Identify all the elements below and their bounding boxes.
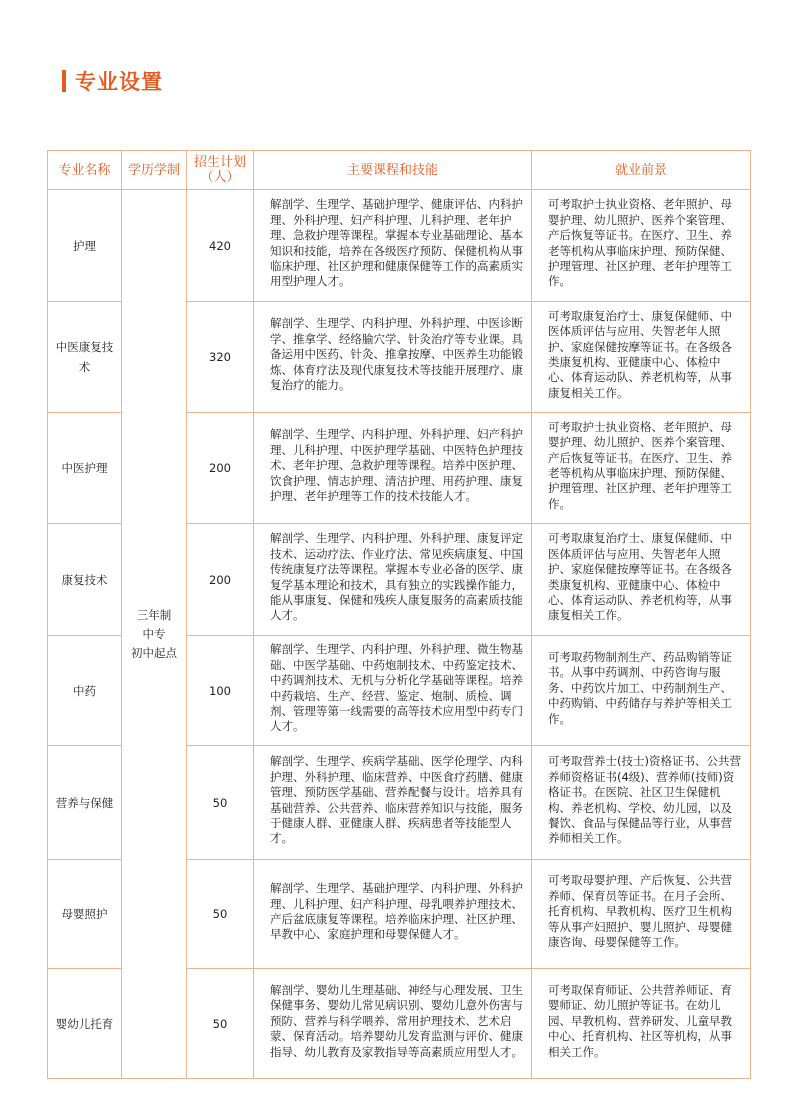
section-heading bbox=[62, 66, 163, 96]
careers-text: 可考取护士执业资格、老年照护、母婴护理、幼儿照护、医养个案管理、产后恢复等证书。在医疗、卫生、养老等机构从事临床护理、预防保健、护理管理、社区护理、老年护理等工作。 bbox=[532, 413, 751, 524]
section-title: 专业设置 bbox=[75, 70, 163, 94]
education-cell bbox=[122, 190, 187, 1079]
header-enrollment-plan: 招生计划（人） bbox=[187, 151, 254, 190]
enrollment-plan: 50 bbox=[187, 860, 254, 969]
heading-accent-bar bbox=[62, 70, 66, 92]
courses-text: 解剖学、婴幼儿生理基础、神经与心理发展、卫生保健事务、婴幼儿常见病识别、婴幼儿意外伤害与预防、营养与科学喂养、常用护理技术、艺术启蒙、保育活动。培养婴幼儿发育监测与评价、健康指导、幼儿教育及家教指导等高素质应用型人才。 bbox=[254, 969, 532, 1079]
major-name: 护理 bbox=[48, 190, 122, 302]
education-duration: 三年制 bbox=[136, 607, 172, 622]
major-name: 中药 bbox=[48, 636, 122, 746]
courses-text: 解剖学、生理学、疾病学基础、医学伦理学、内科护理、外科护理、临床营养、中医食疗药膳、健康管理、预防医学基础、营养配餐与设计。培养具有基础营养、公共营养、临床营养知识与技能，服务于健康人群、亚健康人群、疾病患者等技能型人才。 bbox=[254, 746, 532, 860]
careers-text: 可考取药物制剂生产、药品购销等证书。从事中药调剂、中药咨询与服务、中药饮片加工、中药制剂生产、中药购销、中药储存与养护等相关工作。 bbox=[532, 636, 751, 746]
courses-text: 解剖学、生理学、基础护理学、内科护理、外科护理、儿科护理、妇产科护理、母乳喂养护理技术、产后盆底康复等课程。培养临床护理、社区护理、早教中心、家庭护理和母婴保健人才。 bbox=[254, 860, 532, 969]
header-courses: 主要课程和技能 bbox=[254, 151, 532, 190]
table-header-row bbox=[48, 151, 751, 190]
major-name: 母婴照护 bbox=[48, 860, 122, 969]
header-major-name: 专业名称 bbox=[48, 151, 122, 190]
careers-text: 可考取康复治疗士、康复保健师、中医体质评估与应用、失智老年人照护、家庭保健按摩等证书。在各级各类康复机构、亚健康中心、体检中心、体育运动队、养老机构等，从事康复相关工作。 bbox=[532, 524, 751, 636]
major-name: 营养与保健 bbox=[48, 746, 122, 860]
enrollment-plan: 200 bbox=[187, 413, 254, 524]
courses-text: 解剖学、生理学、内科护理、外科护理、中医诊断学、推拿学、经络腧穴学、针灸治疗等专业课。具备运用中医药、针灸、推拿按摩、中医养生功能锻炼、体育疗法及现代康复技术等技能开展理疗、康复治疗的能力。 bbox=[254, 302, 532, 413]
education-entry: 初中起点 bbox=[131, 645, 177, 660]
major-name: 中医康复技术 bbox=[48, 302, 122, 413]
header-education: 学历学制 bbox=[122, 151, 187, 190]
careers-text: 可考取保育师证、公共营养师证、育婴师证、幼儿照护等证书。在幼儿园、早教机构、营养研发、儿童早教中心、托育机构、社区等机构，从事相关工作。 bbox=[532, 969, 751, 1079]
enrollment-plan: 50 bbox=[187, 746, 254, 860]
major-name: 婴幼儿托育 bbox=[48, 969, 122, 1079]
courses-text: 解剖学、生理学、基础护理学、健康评估、内科护理、外科护理、妇产科护理、儿科护理、老年护理、急救护理等课程。掌握本专业基础理论、基本知识和技能，培养在各级医疗预防、保健机构从事临床护理、社区护理和健康保健等工作的高素质实用型护理人才。 bbox=[254, 190, 532, 302]
careers-text: 可考取营养士(技士)资格证书、公共营养师资格证书(4级)、营养师(技师)资格证书。在医院、社区卫生保健机构、养老机构、学校、幼儿园，以及餐饮、食品与保健品等行业，从事营养师相关工作。 bbox=[532, 746, 751, 860]
enrollment-plan: 50 bbox=[187, 969, 254, 1079]
enrollment-plan: 100 bbox=[187, 636, 254, 746]
education-level: 中专 bbox=[142, 626, 166, 641]
enrollment-plan: 200 bbox=[187, 524, 254, 636]
table-row bbox=[48, 190, 751, 302]
header-careers: 就业前景 bbox=[532, 151, 751, 190]
careers-text: 可考取护士执业资格、老年照护、母婴护理、幼儿照护、医养个案管理、产后恢复等证书。在医疗、卫生、养老等机构从事临床护理、预防保健、护理管理、社区护理、老年护理等工作。 bbox=[532, 190, 751, 302]
courses-text: 解剖学、生理学、内科护理、外科护理、微生物基础、中医学基础、中药炮制技术、中药鉴定技术、中药调剂技术、无机与分析化学基础等课程。培养中药栽培、生产、经营、鉴定、炮制、质检、调剂、管理等第一线需要的高等技术应用型中药专门人才。 bbox=[254, 636, 532, 746]
courses-text: 解剖学、生理学、内科护理、外科护理、妇产科护理、儿科护理、中医护理学基础、中医特色护理技术、老年护理、急救护理等课程。培养中医护理、饮食护理、情志护理、清洁护理、用药护理、康复护理、老年护理等工作的技术技能人才。 bbox=[254, 413, 532, 524]
major-name: 康复技术 bbox=[48, 524, 122, 636]
major-name: 中医护理 bbox=[48, 413, 122, 524]
enrollment-plan: 320 bbox=[187, 302, 254, 413]
courses-text: 解剖学、生理学、内科护理、外科护理、康复评定技术、运动疗法、作业疗法、常见疾病康复、中国传统康复疗法等课程。掌握本专业必备的医学、康复学基本理论和技术，具有独立的实践操作能力，能从事康复、保健和残疾人康复服务的高素质技能人才。 bbox=[254, 524, 532, 636]
careers-text: 可考取母婴护理、产后恢复、公共营养师、保育员等证书。在月子会所、托育机构、早教机构、医疗卫生机构等从事产妇照护、婴儿照护、母婴健康咨询、母婴保健等工作。 bbox=[532, 860, 751, 969]
careers-text: 可考取康复治疗士、康复保健师、中医体质评估与应用、失智老年人照护、家庭保健按摩等证书。在各级各类康复机构、亚健康中心、体检中心、体育运动队、养老机构等，从事康复相关工作。 bbox=[532, 302, 751, 413]
enrollment-plan: 420 bbox=[187, 190, 254, 302]
majors-table bbox=[47, 150, 751, 1079]
